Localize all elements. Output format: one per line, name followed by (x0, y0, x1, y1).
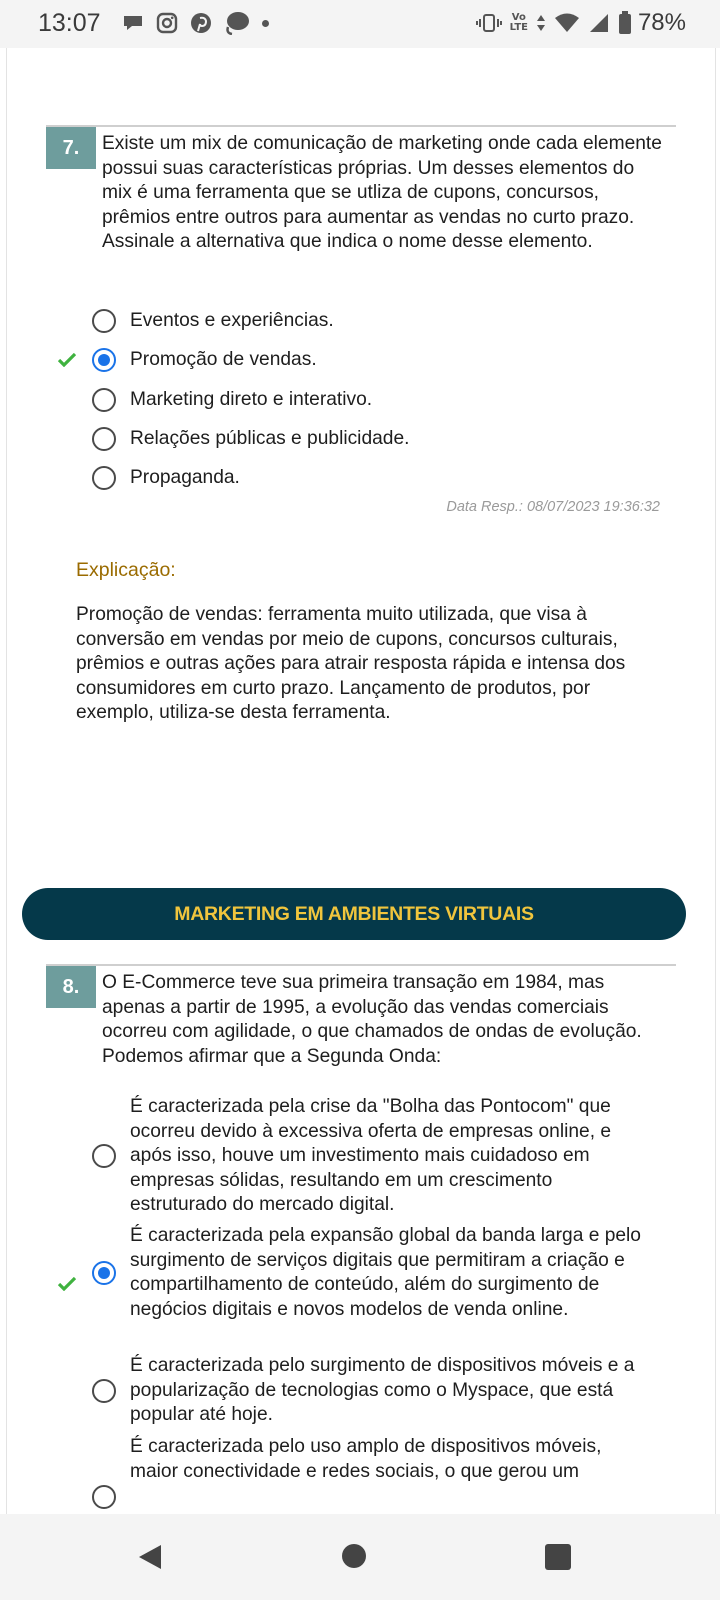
signal-icon (588, 12, 610, 34)
question-divider (46, 125, 676, 127)
answer-option[interactable] (92, 1095, 662, 1218)
pinterest-icon (190, 12, 212, 34)
explanation-text: Promoção de vendas: ferramenta muito utilizada, que visa à conversão em vendas por meio de cupons, concursos culturais, prêmios e outras ações para atrair resposta rápida e intensa dos consumidores em curto prazo. Lançamento de produtos, por exemplo, utiliza-se desta ferramenta. (76, 604, 626, 723)
navigation-bar (0, 1514, 720, 1600)
chat-bubble-icon (122, 13, 144, 33)
section-banner: MARKETING EM AMBIENTES VIRTUAIS (22, 888, 686, 940)
question-divider (46, 964, 676, 966)
volte-bottom-text: LTE (509, 22, 528, 33)
answer-option[interactable] (92, 466, 662, 491)
status-bar (0, 0, 720, 48)
home-icon[interactable] (342, 1544, 366, 1568)
radio-button[interactable] (92, 309, 116, 333)
correct-check-icon (58, 1277, 76, 1291)
answer-option-label: É caracterizada pela expansão global da banda larga e pelo surgimento de serviços digitais que permitiram a criação e compartilhamento de conteúdo, além do surgimento de negócios digitais e novos modelos de venda online. (130, 1225, 641, 1320)
answer-option[interactable] (92, 309, 662, 334)
answer-option[interactable] (92, 1224, 662, 1322)
data-arrows-icon (536, 13, 546, 33)
dot-icon (262, 20, 269, 27)
answer-timestamp: Data Resp.: 08/07/2023 19:36:32 (446, 499, 660, 515)
answer-option-label: Marketing direto e interativo. (130, 389, 373, 410)
radio-button-selected[interactable] (92, 348, 116, 372)
volte-top-text: Vo (511, 12, 526, 23)
answer-option-label: É caracterizada pelo uso amplo de dispositivos móveis, maior conectividade e redes sociais, o que gerou um (130, 1436, 602, 1482)
wifi-icon (554, 12, 580, 34)
radio-button[interactable] (92, 1379, 116, 1403)
answer-option[interactable] (92, 1435, 662, 1509)
battery-percent: 78% (637, 9, 686, 36)
question-text: Existe um mix de comunicação de marketing onde cada elemente possui suas características próprias. Um desses elementos do mix é uma ferramenta que se utliza de cupons, concursos, prêmios entre outros para aumentar as vendas no curto prazo. Assinale a alternativa que indica o nome desse elemento. (102, 133, 662, 252)
answer-option-label: É caracterizada pelo surgimento de dispositivos móveis e a popularização de tecnologias como o Myspace, que está popular até hoje. (130, 1355, 635, 1425)
radio-button[interactable] (92, 466, 116, 490)
explanation-title: Explicação: (76, 559, 176, 581)
radio-button[interactable] (92, 1144, 116, 1168)
volte-icon (510, 13, 528, 33)
radio-button[interactable] (92, 388, 116, 412)
correct-check-icon (58, 353, 76, 367)
messenger-icon (224, 11, 250, 35)
battery-icon (618, 11, 632, 35)
answer-option[interactable] (92, 348, 662, 373)
notification-icons (122, 11, 269, 35)
radio-button[interactable] (92, 427, 116, 451)
answer-option[interactable] (92, 388, 662, 413)
question-number-badge: 8. (46, 966, 96, 1008)
answer-option[interactable] (92, 1354, 662, 1428)
instagram-icon (156, 12, 178, 34)
radio-button[interactable] (92, 1485, 116, 1509)
vibrate-icon (476, 12, 502, 34)
answer-option-label: É caracterizada pela crise da "Bolha das Pontocom" que ocorreu devido à excessiva oferta de empresas online, e após isso, houve um investimento mais cuidadoso em empresas sólidas, resultando em um crescimento estruturado do mercado digital. (130, 1096, 612, 1215)
back-icon[interactable] (137, 1543, 163, 1571)
answer-option-label: Propaganda. (130, 467, 240, 488)
answer-option-label: Eventos e experiências. (130, 310, 334, 331)
status-time: 13:07 (38, 9, 101, 37)
system-icons (476, 11, 632, 35)
question-text: O E-Commerce teve sua primeira transação em 1984, mas apenas a partir de 1995, a evolução das vendas comerciais ocorreu com agilidade, o que chamados de ondas de evolução. Podemos afirmar que a Segunda Onda: (102, 972, 642, 1067)
recent-apps-icon[interactable] (545, 1544, 571, 1570)
answer-option-label: Promoção de vendas. (130, 349, 317, 370)
radio-button-selected[interactable] (92, 1261, 116, 1285)
answer-option-label: Relações públicas e publicidade. (130, 428, 410, 449)
answer-option[interactable] (92, 427, 662, 452)
question-number-badge: 7. (46, 127, 96, 169)
